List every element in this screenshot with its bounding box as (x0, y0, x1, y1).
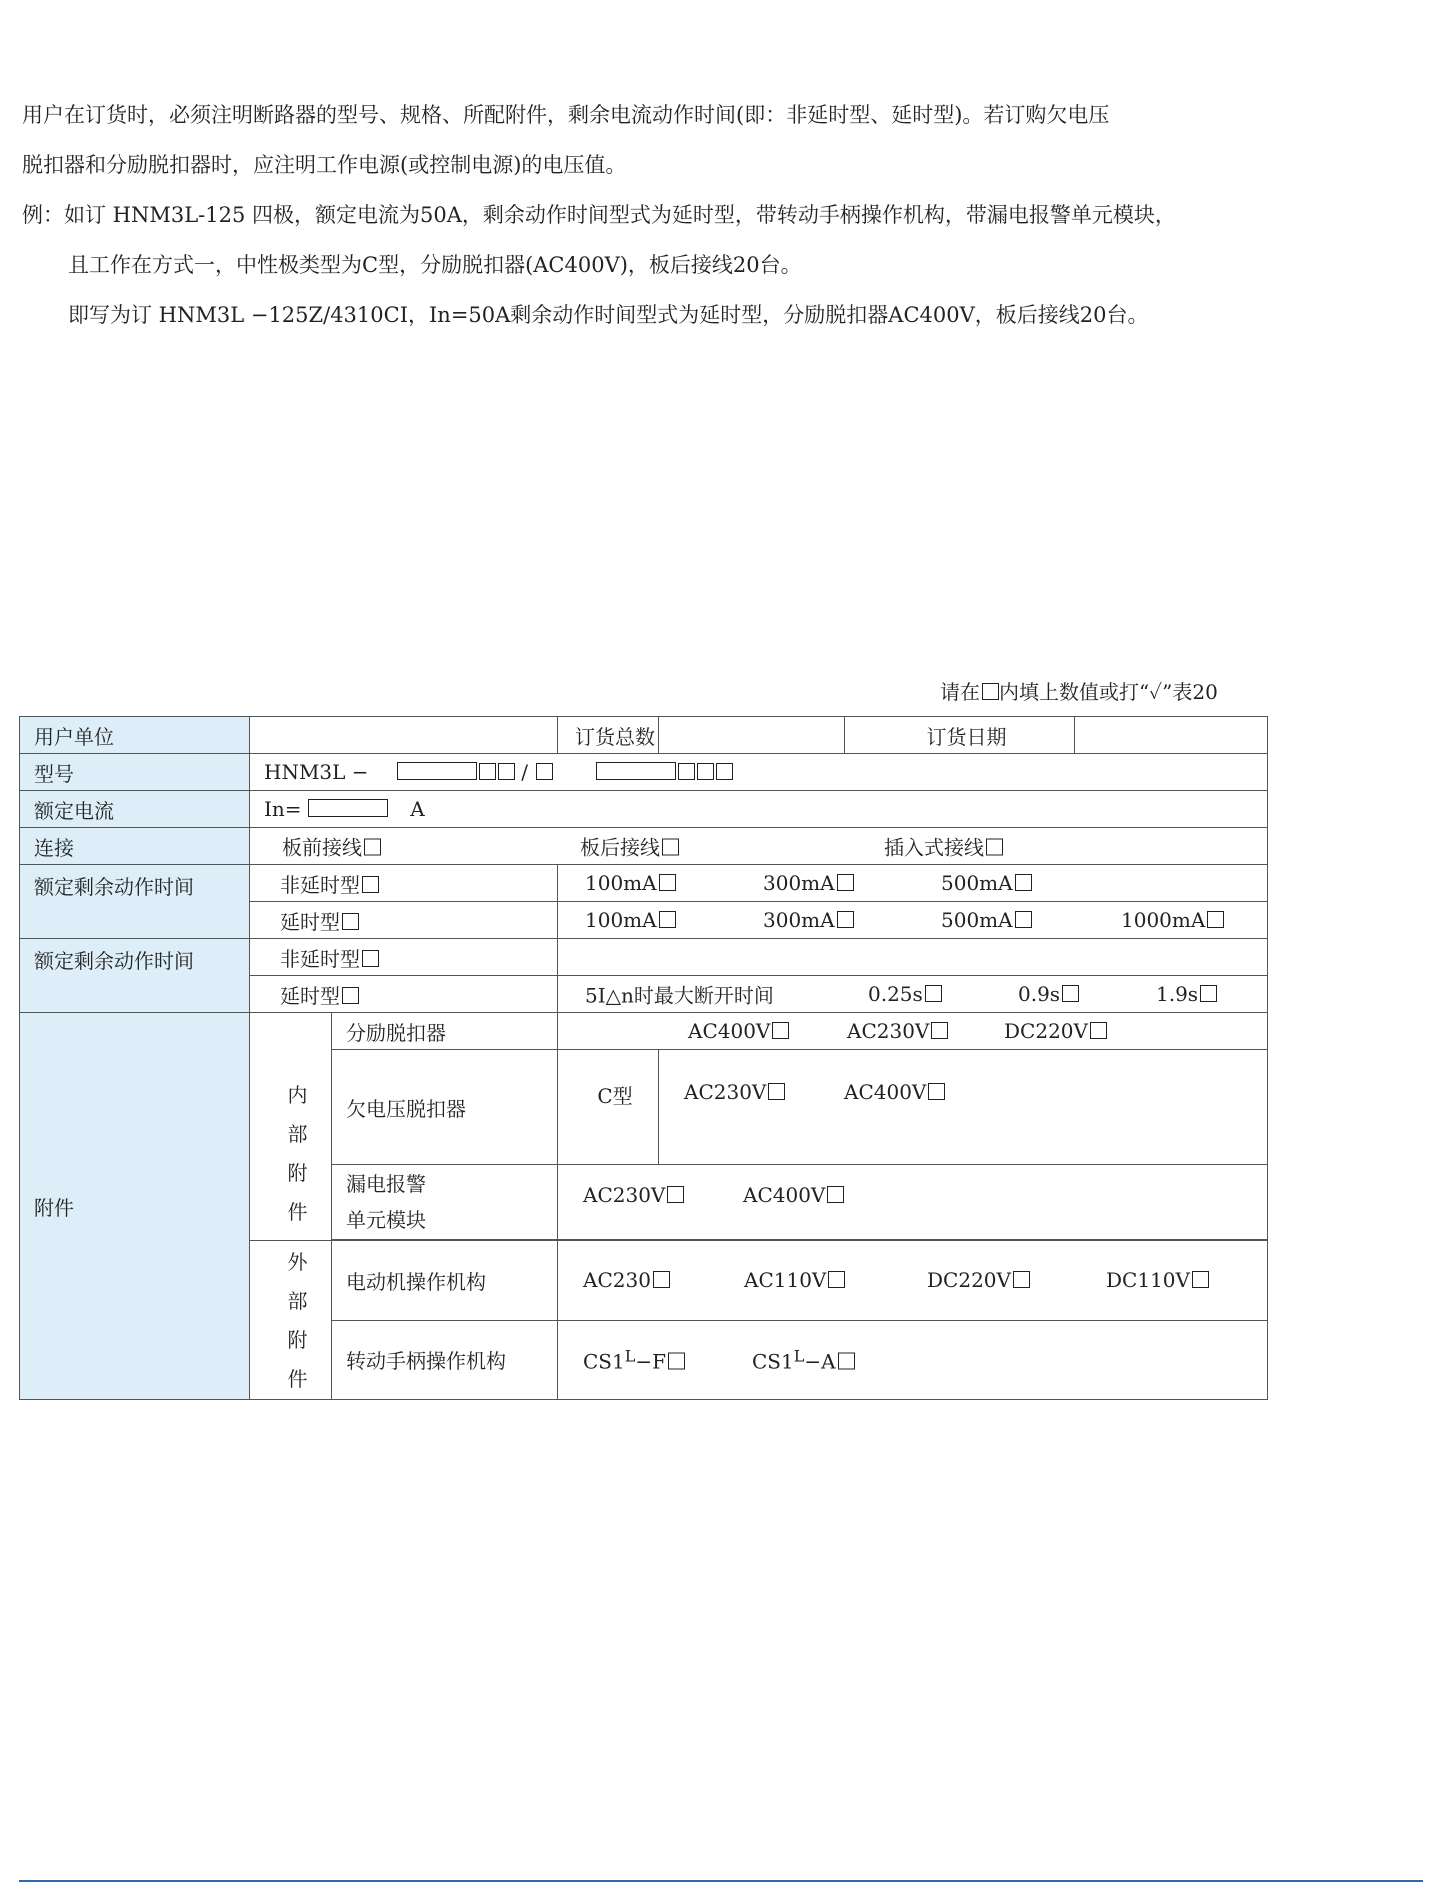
non-delay-300ma-option[interactable]: 300mA (763, 871, 854, 895)
order-total-field[interactable] (659, 717, 845, 754)
model-code-input[interactable] (596, 762, 676, 780)
checkbox-icon (362, 876, 379, 893)
checkbox-icon (768, 1083, 785, 1100)
motor-operator-label: 电动机操作机构 (332, 1241, 558, 1321)
rear-wiring-option[interactable]: 板后接线 (580, 832, 679, 861)
max-break-time-label: 5I△n时最大断开时间 (585, 983, 774, 1008)
footer-divider (19, 1880, 1423, 1882)
residual-time-label-1: 额定剩余动作时间 (20, 865, 250, 939)
plug-in-wiring-option[interactable]: 插入式接线 (884, 832, 1003, 861)
motor-ac230-option[interactable]: AC230 (583, 1268, 670, 1292)
checkbox-icon (653, 1271, 670, 1288)
shunt-ac230v-option[interactable]: AC230V (847, 1019, 948, 1043)
checkbox-icon (1015, 874, 1032, 891)
checkbox-icon (362, 950, 379, 967)
customer-unit-label: 用户单位 (20, 717, 250, 754)
shunt-ac400v-option[interactable]: AC400V (688, 1019, 789, 1043)
model-checkbox-5[interactable] (697, 763, 714, 780)
checkbox-icon (837, 874, 854, 891)
handle-cs1l-a-option[interactable]: $CS1^L-A$ (752, 1346, 855, 1373)
model-checkbox-4[interactable] (678, 763, 695, 780)
checkbox-icon (342, 987, 359, 1004)
model-current-input[interactable] (397, 762, 477, 780)
rated-current-input[interactable] (308, 799, 388, 817)
delay-option-1[interactable]: 延时型 (250, 902, 558, 939)
order-form-table (19, 716, 1268, 1400)
checkbox-icon (925, 985, 942, 1002)
checkbox-icon (659, 911, 676, 928)
checkbox-icon (827, 1186, 844, 1203)
motor-ac110v-option[interactable]: AC110V (744, 1268, 845, 1292)
checkbox-icon (1200, 985, 1217, 1002)
leakage-ac400v-option[interactable]: AC400V (743, 1183, 844, 1207)
non-delay-option-1[interactable]: 非延时型 (250, 865, 558, 902)
leakage-ac230v-option[interactable]: AC230V (583, 1183, 684, 1207)
rated-current-row (20, 791, 1268, 828)
delay-option-2[interactable]: 延时型 (250, 976, 558, 1013)
non-delay-500ma-option[interactable]: 500mA (941, 871, 1032, 895)
model-checkbox-1[interactable] (479, 763, 496, 780)
example-line-3: 即写为订 HNM3L −125Z/4310CI，In=50A剩余动作时间型式为延时型，分励脱扣器AC400V，板后接线20台。 (68, 303, 1149, 327)
checkbox-icon (931, 1022, 948, 1039)
checkbox-icon (1013, 1271, 1030, 1288)
checkbox-icon (837, 911, 854, 928)
order-total-label: 订货总数 (558, 717, 659, 754)
model-label: 型号 (20, 754, 250, 791)
model-slash: / (521, 760, 529, 784)
connection-row (20, 828, 1268, 865)
break-time-09s-option[interactable]: 0.9s (1018, 982, 1079, 1006)
shunt-release-label: 分励脱扣器 (332, 1013, 558, 1050)
checkbox-icon (1090, 1022, 1107, 1039)
customer-unit-field[interactable] (250, 717, 558, 754)
checkbox-icon (364, 839, 381, 856)
delay-1000ma-option[interactable]: 1000mA (1121, 908, 1224, 932)
order-date-label: 订货日期 (845, 717, 1075, 754)
rotary-handle-label: 转动手柄操作机构 (332, 1320, 558, 1400)
checkbox-icon (342, 913, 359, 930)
front-wiring-option[interactable]: 板前接线 (282, 832, 381, 861)
shunt-dc220v-option[interactable]: DC220V (1004, 1019, 1107, 1043)
undervoltage-ac400v-option[interactable]: AC400V (844, 1080, 945, 1104)
model-checkbox-2[interactable] (498, 763, 515, 780)
checkbox-icon (659, 874, 676, 891)
shunt-release-row (20, 1013, 1268, 1050)
checkbox-icon (1062, 985, 1079, 1002)
undervoltage-release-label: 欠电压脱扣器 (332, 1050, 558, 1165)
residual-time-label-2: 额定剩余动作时间 (20, 939, 250, 1013)
checkbox-icon (772, 1022, 789, 1039)
residual-time-row-2a (20, 939, 1268, 976)
instruction-line-2: 脱扣器和分励脱扣器时，应注明工作电源(或控制电源)的电压值。 (22, 153, 627, 177)
checkbox-icon (838, 1352, 855, 1369)
model-row (20, 754, 1268, 791)
break-time-025s-option[interactable]: 0.25s (868, 982, 942, 1006)
checkbox-icon (667, 1186, 684, 1203)
motor-dc220v-option[interactable]: DC220V (927, 1268, 1030, 1292)
checkbox-icon (928, 1083, 945, 1100)
delay-300ma-option[interactable]: 300mA (763, 908, 854, 932)
checkbox-icon (982, 683, 999, 700)
checkbox-icon (668, 1352, 685, 1369)
model-checkbox-6[interactable] (716, 763, 733, 780)
motor-dc110v-option[interactable]: DC110V (1106, 1268, 1209, 1292)
order-date-field[interactable] (1075, 717, 1268, 754)
example-line-1: 例：如订 HNM3L-125 四极，额定电流为50A，剩余动作时间型式为延时型，带转动手柄操作机构，带漏电报警单元模块， (22, 203, 1176, 227)
table-caption: 请在 内填上数值或打“✓”表20 (940, 680, 1218, 704)
checkbox-icon (662, 839, 679, 856)
non-delay-option-2[interactable]: 非延时型 (250, 939, 558, 976)
accessories-label: 附件 (20, 1013, 250, 1400)
external-accessories-label: 外 部 附 件 (250, 1241, 332, 1400)
checkbox-icon (1192, 1271, 1209, 1288)
model-checkbox-3[interactable] (536, 763, 553, 780)
leakage-alarm-label: 漏电报警 单元模块 (332, 1165, 558, 1240)
handle-cs1l-f-option[interactable]: $CS1^L-F$ (583, 1346, 685, 1373)
break-time-19s-option[interactable]: 1.9s (1156, 982, 1217, 1006)
checkbox-icon (1207, 911, 1224, 928)
delay-100ma-option[interactable]: 100mA (585, 908, 676, 932)
rated-current-label: 额定电流 (20, 791, 250, 828)
example-line-2: 且工作在方式一，中性极类型为C型，分励脱扣器(AC400V)，板后接线20台。 (68, 253, 802, 277)
residual-time-row-1a (20, 865, 1268, 902)
undervoltage-ac230v-option[interactable]: AC230V (684, 1080, 785, 1104)
checkbox-icon (986, 839, 1003, 856)
ordering-instructions (22, 100, 1322, 350)
model-field (250, 754, 1268, 791)
rated-current-field: In= A (250, 791, 1268, 828)
undervoltage-type: C型 (558, 1050, 659, 1165)
checkbox-icon (1015, 911, 1032, 928)
checkbox-icon (828, 1271, 845, 1288)
instruction-line-1: 用户在订货时，必须注明断路器的型号、规格、所配附件，剩余电流动作时间(即：非延时型、延时型)。若订购欠电压 (22, 103, 1110, 127)
model-prefix: HNM3L − (264, 760, 369, 784)
customer-row (20, 717, 1268, 754)
internal-accessories-label: 内 部 附 件 (250, 1013, 332, 1241)
connection-label: 连接 (20, 828, 250, 865)
non-delay-100ma-option[interactable]: 100mA (585, 871, 676, 895)
delay-500ma-option[interactable]: 500mA (941, 908, 1032, 932)
